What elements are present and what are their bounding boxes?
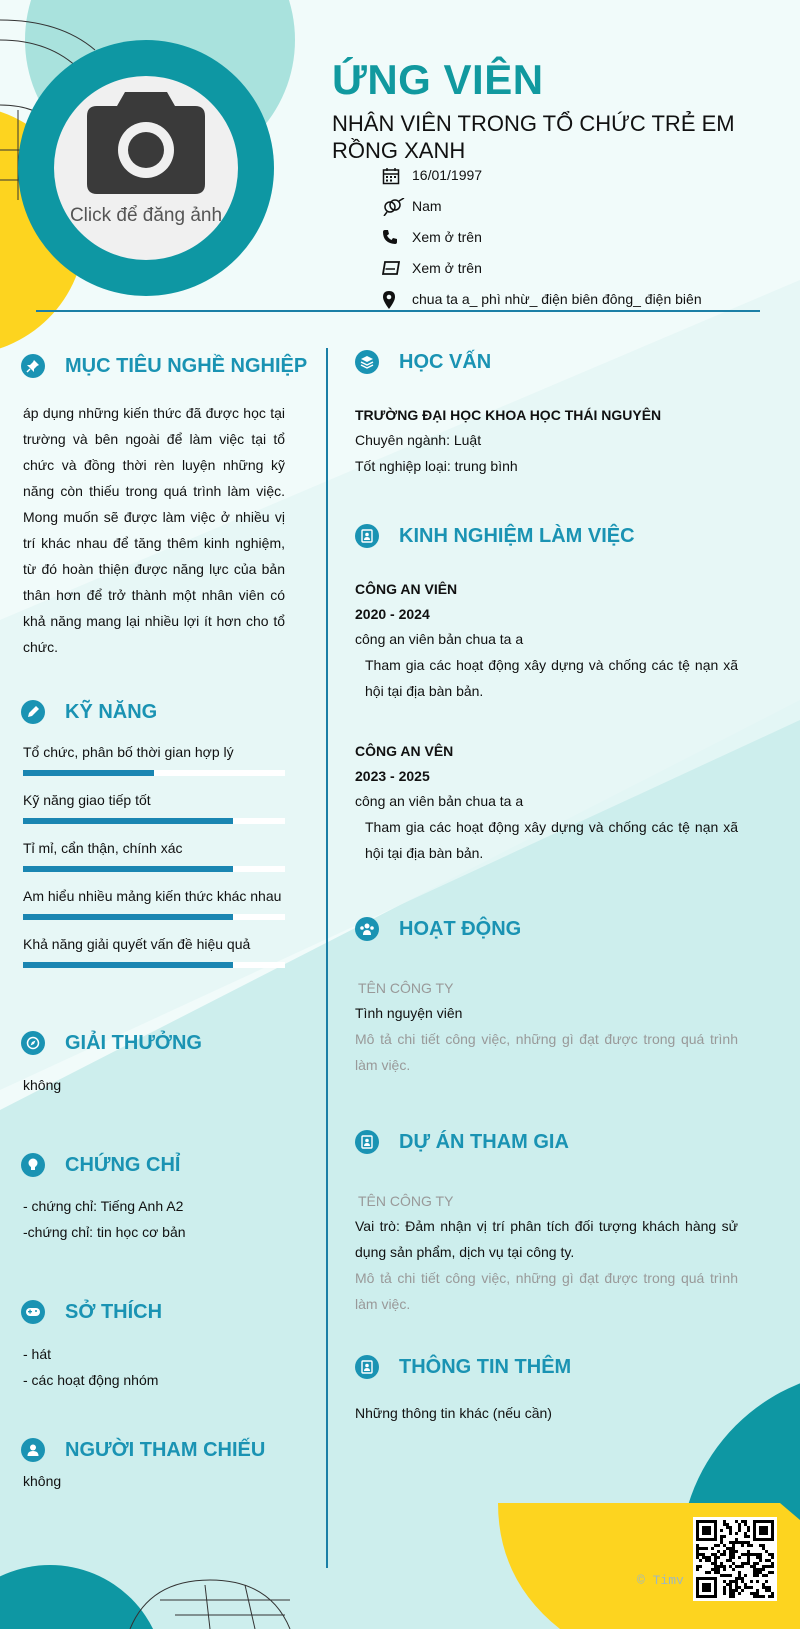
- activity-role: Tình nguyện viên: [355, 1005, 463, 1021]
- skill-bar: [23, 866, 285, 872]
- gamepad-icon: [21, 1300, 45, 1324]
- skill-item: Khả năng giải quyết vấn đề hiệu quả: [23, 934, 285, 982]
- skills-list: [23, 742, 285, 982]
- avatar[interactable]: [18, 40, 274, 296]
- camera-icon: [85, 88, 207, 196]
- job-1-description: Tham gia các hoạt động xây dựng và chống các tệ nạn xã hội tại địa bàn bản.: [365, 657, 738, 699]
- phone-icon: [382, 229, 412, 245]
- id-badge-icon: [355, 524, 379, 548]
- project-description: Mô tả chi tiết công việc, những gì đạt được trong quá trình làm việc.: [355, 1270, 738, 1312]
- email-icon: [382, 260, 412, 276]
- id-badge-icon: [355, 1355, 379, 1379]
- column-divider: [326, 348, 328, 1568]
- activity-description: Mô tả chi tiết công việc, những gì đạt được trong quá trình làm việc.: [355, 1031, 738, 1073]
- email-value: Xem ở trên: [412, 260, 482, 276]
- bulb-icon: [21, 1153, 45, 1177]
- hobby-line-1: - hát: [23, 1346, 52, 1362]
- skill-bar: [23, 962, 285, 968]
- id-badge-icon: [355, 1130, 379, 1154]
- education-school: TRƯỜNG ĐẠI HỌC KHOA HỌC THÁI NGUYÊN: [355, 407, 662, 423]
- activity-company: TÊN CÔNG TY: [358, 980, 454, 996]
- skill-bar-fill: [23, 866, 233, 872]
- skill-item: Tỉ mỉ, cẩn thận, chính xác: [23, 838, 285, 886]
- job-1-position: CÔNG AN VIÊN: [355, 581, 458, 597]
- section-certificates-heading: CHỨNG CHỈ: [21, 1153, 180, 1177]
- contact-dob: [382, 167, 702, 198]
- pencil-icon: [21, 700, 45, 724]
- contact-gender: [382, 198, 702, 229]
- pin-icon: [21, 354, 45, 378]
- certificate-line-2: -chứng chỉ: tin học cơ bản: [23, 1224, 186, 1240]
- section-experience-heading: KINH NGHIỆM LÀM VIỆC: [355, 524, 635, 548]
- phone-value: Xem ở trên: [412, 229, 482, 245]
- skill-item: Am hiểu nhiều mảng kiến thức khác nhau: [23, 886, 285, 934]
- gender-value: Nam: [412, 198, 442, 214]
- job-2-description: Tham gia các hoạt động xây dựng và chống các tệ nạn xã hội tại địa bàn bản.: [365, 819, 738, 861]
- job-title: NHÂN VIÊN TRONG TỔ CHỨC TRẺ EM RỒNG XANH: [332, 111, 735, 163]
- references-text: không: [23, 1473, 62, 1489]
- certificate-line-1: - chứng chỉ: Tiếng Anh A2: [23, 1198, 184, 1214]
- job-2-position: CÔNG AN VÊN: [355, 743, 454, 759]
- skill-bar-fill: [23, 770, 154, 776]
- contact-info: [382, 167, 702, 322]
- skill-bar-fill: [23, 818, 233, 824]
- awards-text: không: [23, 1077, 62, 1093]
- skill-bar-fill: [23, 914, 233, 920]
- section-education-heading: HỌC VẤN: [355, 350, 491, 374]
- skill-bar-fill: [23, 962, 233, 968]
- objective-text: áp dụng những kiến thức đã được học tại trường và bên ngoài để làm việc tại tổ chức và đồng thời rèn luyện những kỹ năng còn thiếu trong quá trình làm việc. Mong muốn sẽ được làm việc ở nhiều vị trí khác nhau để tăng thêm kinh nghiệm, từ đó hoàn thiện được năng lực của bản thân hơn để trở thành một nhân viên có khả năng mang lại nhiều lợi ít hơn cho tổ chức.: [23, 405, 285, 655]
- group-icon: [355, 917, 379, 941]
- section-objective-heading: MỤC TIÊU NGHỀ NGHIỆP: [21, 354, 307, 378]
- address-value: chua ta a_ phì nhừ_ điện biên đông_ điện biên: [412, 291, 702, 307]
- section-awards-heading: GIẢI THƯỞNG: [21, 1031, 202, 1055]
- contact-address: [382, 291, 702, 322]
- dob-value: 16/01/1997: [412, 167, 483, 183]
- user-icon: [21, 1438, 45, 1462]
- project-company: TÊN CÔNG TY: [358, 1193, 454, 1209]
- skill-item: Tổ chức, phân bố thời gian hợp lý: [23, 742, 285, 790]
- contact-phone: [382, 229, 702, 260]
- copyright-text: © Timv: [637, 1573, 684, 1588]
- award-icon: [21, 1031, 45, 1055]
- section-references-heading: NGƯỜI THAM CHIẾU: [21, 1438, 265, 1462]
- skill-bar: [23, 818, 285, 824]
- candidate-name: ỨNG VIÊN: [332, 56, 544, 103]
- photo-upload-label[interactable]: Click để đăng ảnh: [69, 205, 223, 226]
- skill-item: Kỹ năng giao tiếp tốt: [23, 790, 285, 838]
- location-icon: [382, 291, 412, 309]
- education-grade: Tốt nghiệp loại: trung bình: [355, 458, 518, 474]
- skill-bar: [23, 914, 285, 920]
- job-2-period: 2023 - 2025: [355, 768, 430, 784]
- extra-text: Những thông tin khác (nếu cần): [355, 1405, 552, 1421]
- section-projects-heading: DỰ ÁN THAM GIA: [355, 1130, 569, 1154]
- layers-icon: [355, 350, 379, 374]
- job-2-org: công an viên bản chua ta a: [355, 793, 524, 809]
- project-role: Vai trò: Đảm nhận vị trí phân tích đối tượng khách hàng sử dụng sản phẩm, dịch vụ tại công ty.: [355, 1218, 738, 1260]
- contact-email: [382, 260, 702, 291]
- section-extra-heading: THÔNG TIN THÊM: [355, 1355, 571, 1379]
- calendar-icon: [382, 167, 412, 185]
- section-activities-heading: HOẠT ĐỘNG: [355, 917, 521, 941]
- job-1-period: 2020 - 2024: [355, 606, 430, 622]
- section-skills-heading: KỸ NĂNG: [21, 700, 157, 724]
- education-major: Chuyên ngành: Luật: [355, 432, 482, 448]
- hobby-line-2: - các hoạt động nhóm: [23, 1372, 159, 1388]
- qr-code-image: [696, 1520, 774, 1598]
- section-hobbies-heading: SỞ THÍCH: [21, 1300, 162, 1324]
- header-divider: [36, 310, 760, 312]
- gender-icon: [382, 198, 412, 216]
- skill-bar: [23, 770, 285, 776]
- avatar-upload[interactable]: [54, 76, 238, 260]
- job-1-org: công an viên bản chua ta a: [355, 631, 524, 647]
- qr-code[interactable]: [693, 1517, 777, 1601]
